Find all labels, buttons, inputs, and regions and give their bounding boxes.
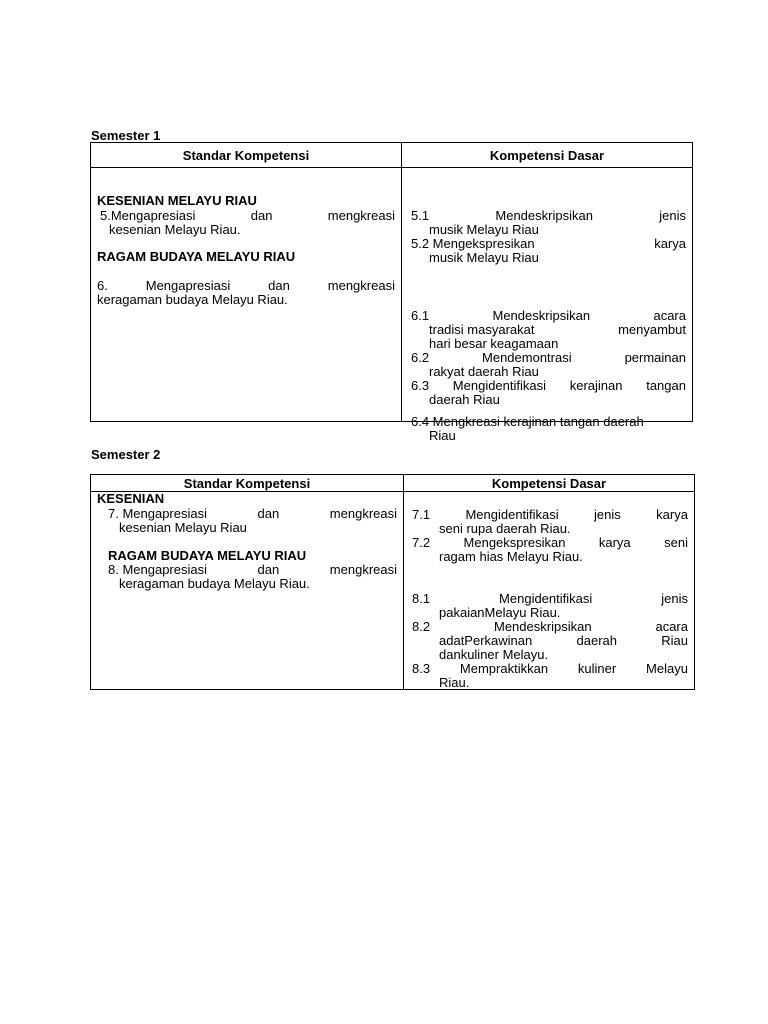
- kd-7-1-line2: seni rupa daerah Riau.: [439, 521, 571, 536]
- heading-kesenian: KESENIAN: [97, 491, 165, 506]
- kd-cell: [402, 168, 693, 443]
- kd-7-2-line2: ragam hias Melayu Riau.: [439, 549, 583, 564]
- kd-6-3-line1: 6.3 Mengidentifikasi kerajinan tangan: [411, 378, 686, 393]
- item-5-line1: 5.Mengapresiasi dan mengkreasi: [100, 208, 395, 223]
- item-8-line1: 8. Mengapresiasi dan mengkreasi: [108, 562, 397, 577]
- kd-5-1-line1: 5.1 Mendeskripsikan jenis: [411, 208, 686, 223]
- sk-cell: [91, 492, 404, 690]
- table-row: [91, 492, 695, 690]
- header-kompetensi-dasar: Kompetensi Dasar: [402, 143, 693, 168]
- item-7-line2: kesenian Melayu Riau: [119, 520, 247, 535]
- kd-6-4-line2: Riau: [429, 428, 456, 443]
- item-5-line2: kesenian Melayu Riau.: [109, 222, 241, 237]
- kd-7-1-line1: 7.1 Mengidentifikasi jenis karya: [412, 507, 688, 522]
- semester1-table: [90, 142, 693, 443]
- kd-8-3-line2: Riau.: [439, 675, 470, 690]
- kd-8-2-line3: dankuliner Melayu.: [439, 647, 549, 662]
- kd-6-3-line2: daerah Riau: [429, 392, 500, 407]
- kd-7-2-line1: 7.2 Mengekspresikan karya seni: [412, 535, 688, 550]
- kd-5-2-line2: musik Melayu Riau: [429, 250, 539, 265]
- kd-6-2-line1: 6.2 Mendemontrasi permainan: [411, 350, 686, 365]
- item-7-line1: 7. Mengapresiasi dan mengkreasi: [108, 506, 397, 521]
- sk-cell: [91, 168, 402, 422]
- kd-6-1-line2: tradisi masyarakat menyambut: [429, 322, 686, 337]
- table-row: [91, 168, 693, 422]
- kd-8-1-line2: pakaianMelayu Riau.: [439, 605, 561, 620]
- header-standar-kompetensi: Standar Kompetensi: [91, 475, 404, 492]
- item-6-line1: 6. Mengapresiasi dan mengkreasi: [97, 278, 395, 293]
- kd-6-2-line2: rakyat daerah Riau: [429, 364, 539, 379]
- semester2-table: [90, 474, 695, 690]
- heading-kesenian-melayu-riau: KESENIAN MELAYU RIAU: [97, 193, 257, 208]
- kd-5-2-line1: 5.2 Mengekspresikan karya: [411, 236, 686, 251]
- kd-8-2-line2: adatPerkawinan daerah Riau: [439, 633, 688, 648]
- heading-ragam-budaya: RAGAM BUDAYA MELAYU RIAU: [108, 548, 307, 563]
- table-header-row: [91, 143, 693, 168]
- kd-5-1-line2: musik Melayu Riau: [429, 222, 539, 237]
- kd-6-1-line1: 6.1 Mendeskripsikan acara: [411, 308, 686, 323]
- table-header-row: [91, 475, 695, 492]
- item-8-line2: keragaman budaya Melayu Riau.: [119, 576, 310, 591]
- heading-ragam-budaya: RAGAM BUDAYA MELAYU RIAU: [97, 249, 296, 264]
- semester1-title: Semester 1: [91, 128, 161, 143]
- semester2-title: Semester 2: [91, 447, 161, 462]
- header-standar-kompetensi: Standar Kompetensi: [91, 143, 402, 168]
- item-6-line2: keragaman budaya Melayu Riau.: [97, 292, 288, 307]
- kd-8-3-line1: 8.3 Mempraktikkan kuliner Melayu: [412, 661, 688, 676]
- kd-8-2-line1: 8.2 Mendeskripsikan acara: [412, 619, 688, 634]
- kd-6-1-line3: hari besar keagamaan: [429, 336, 559, 351]
- kd-6-4-line1: 6.4 Mengkreasi kerajinan tangan daerah: [411, 414, 644, 429]
- kd-cell: [404, 492, 695, 690]
- kd-8-1-line1: 8.1 Mengidentifikasi jenis: [412, 591, 688, 606]
- header-kompetensi-dasar: Kompetensi Dasar: [404, 475, 695, 492]
